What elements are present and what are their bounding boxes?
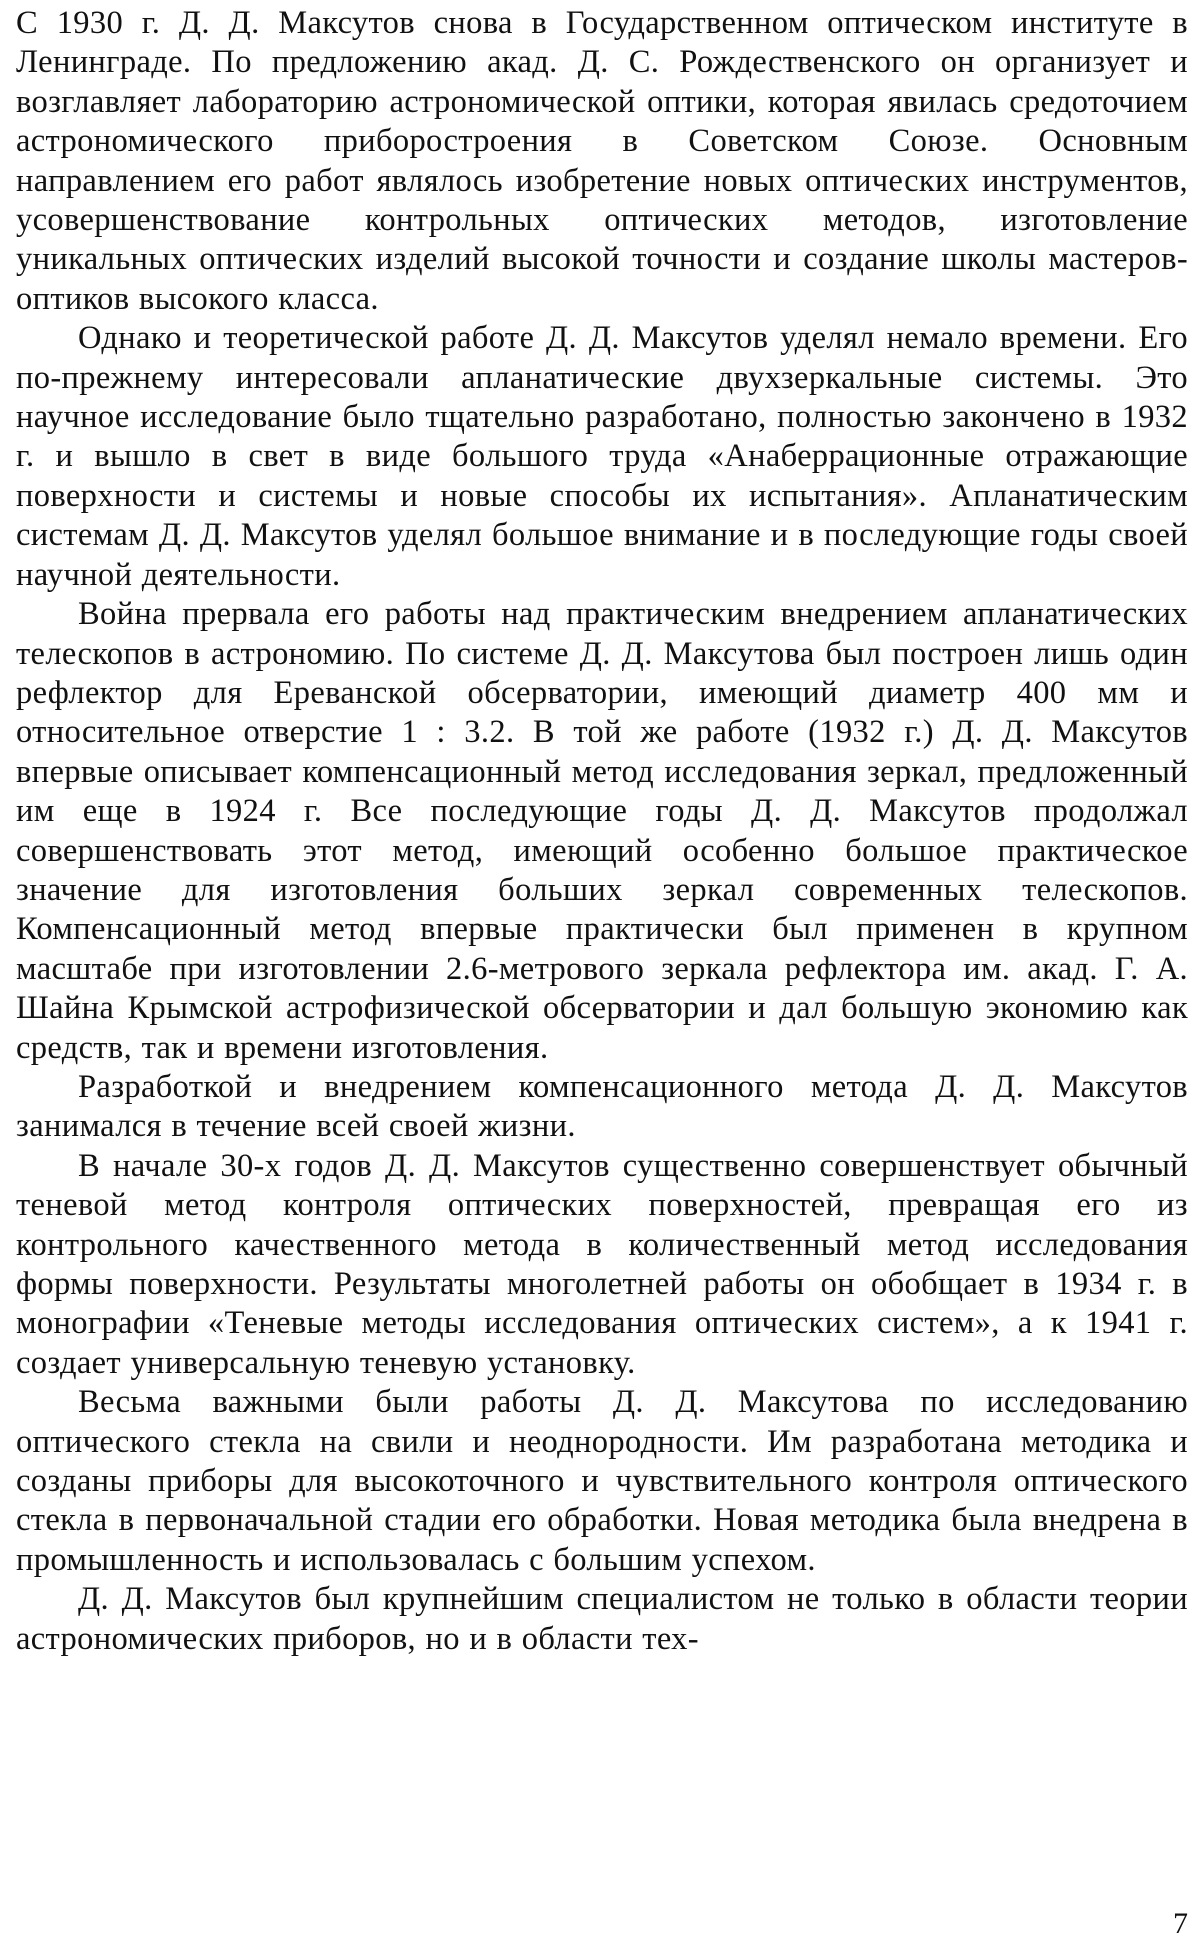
paragraph-4: Разработкой и внедрением компенсационного метода Д. Д. Максутов занимался в течение всей своей жизни. [16,1068,1188,1145]
paragraph-6: Весьма важными были работы Д. Д. Максутова по исследованию оптического стекла на свили и неоднородности. Им разработана методика и созданы приборы для высокоточного и чувствительного контроля оптического стекла в первоначальной стадии его обработки. Новая методика была внедрена в промышленность и использовалась с большим успехом. [16,1384,1188,1578]
paragraph-1: С 1930 г. Д. Д. Максутов снова в Государственном оптическом институте в Ленинграде. По предложению акад. Д. С. Рождественского он организует и возглавляет лабораторию астрономической оптики, которая явилась средоточием астрономического приборостроения в Советском Союзе. Основным направлением его работ являлось изобретение новых оптических инструментов, усовершенствование контрольных оптических методов, изготовление уникальных оптических изделий высокой точности и создание школы мастеров-оптиков высокого класса. [16,5,1188,317]
paragraph-5: В начале 30-х годов Д. Д. Максутов существенно совершенствует обычный теневой метод контроля оптических поверхностей, превращая его из контрольного качественного метода в количественный метод исследования формы поверхности. Результаты многолетней работы он обобщает в 1934 г. в монографии «Теневые методы исследования оптических систем», а к 1941 г. создает универсальную теневую установку. [16,1147,1188,1381]
paragraph-3: Война прервала его работы над практическим внедрением апланатических телескопов в астрономию. По системе Д. Д. Максутова был построен лишь один рефлектор для Ереванской обсерватории, имеющий диаметр 400 мм и относительное отверстие 1 : 3.2. В той же работе (1932 г.) Д. Д. Максутов впервые описывает компенсационный метод исследования зеркал, предложенный им еще в 1924 г. Все последующие годы Д. Д. Максутов продолжал совершенствовать этот метод, имеющий особенно большое практическое значение для изготовления больших зеркал современных телескопов. Компенсационный метод впервые практически был применен в крупном масштабе при изготовлении 2.6-метрового зеркала рефлектора им. акад. Г. А. Шайна Крымской астрофизической обсерватории и дал большую экономию как средств, так и времени изготовления. [16,596,1188,1066]
body-text [16,4,1188,1659]
paragraph-7: Д. Д. Максутов был крупнейшим специалистом не только в области теории астрономических приборов, но и в области тех- [16,1581,1188,1657]
paragraph-2: Однако и теоретической работе Д. Д. Максутов уделял немало времени. Его по-прежнему интересовали апланатические двухзеркальные системы. Это научное исследование было тщательно разработано, полностью закончено в 1932 г. и вышло в свет в виде большого труда «Анаберрационные отражающие поверхности и системы и новые способы их испытания». Апланатическим системам Д. Д. Максутов уделял большое внимание и в последующие годы своей научной деятельности. [16,320,1188,593]
page-number: 7 [1173,1907,1188,1940]
